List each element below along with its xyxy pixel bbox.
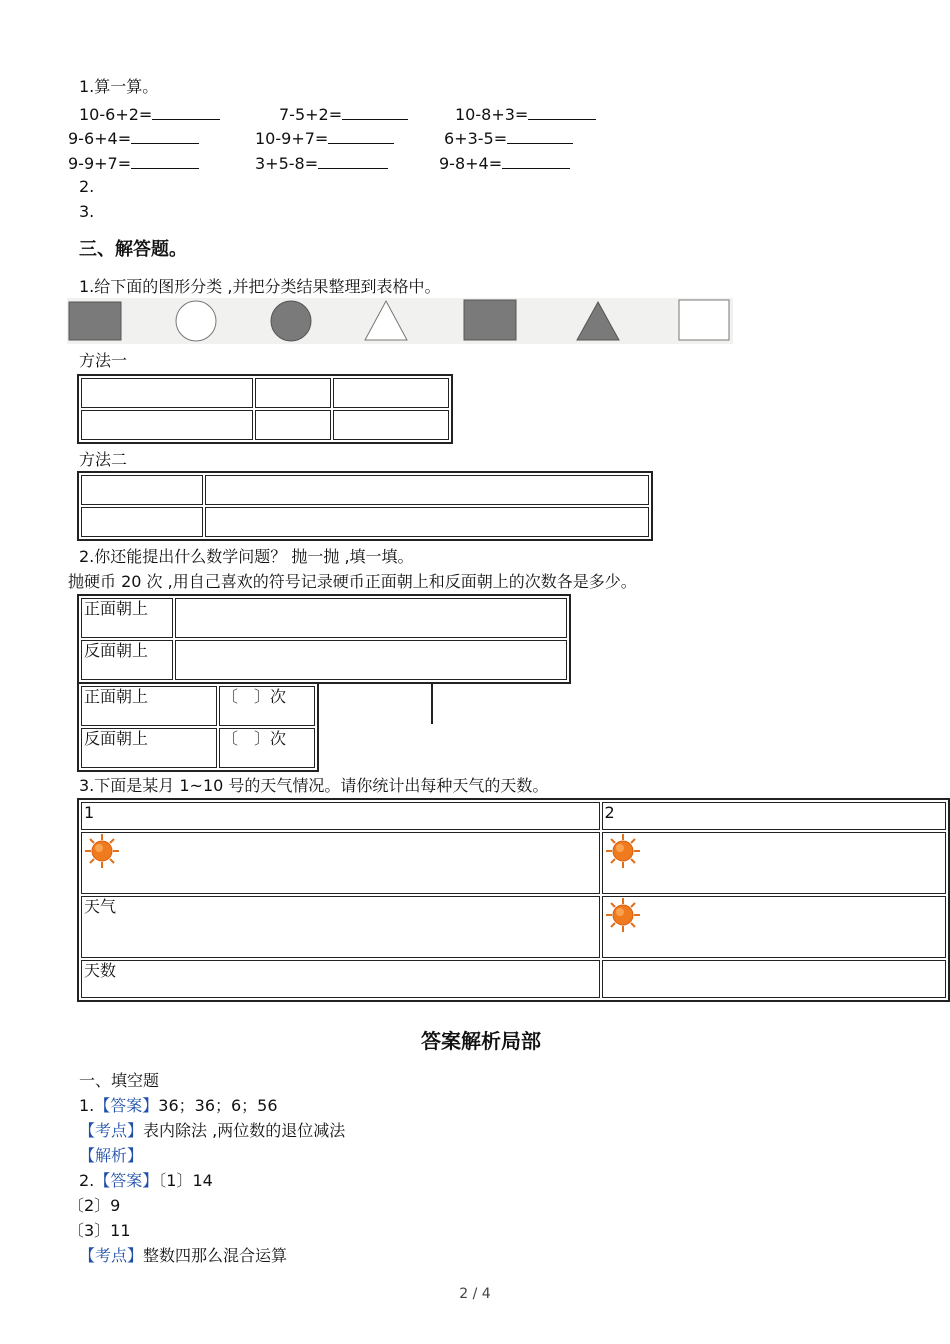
table-cell[interactable] [81, 475, 203, 505]
calc-item: 3+5-8= [255, 152, 388, 174]
days-cell[interactable] [602, 960, 946, 998]
tails-label: 反面朝上 [81, 640, 173, 680]
weather-cell [602, 896, 946, 958]
answer-2-line3: 〔3〕11 [68, 1221, 131, 1240]
table-cell[interactable] [333, 378, 449, 408]
q1-title: 1.算一算。 [79, 77, 159, 96]
method-2-table [77, 471, 653, 541]
shapes-figure [67, 298, 733, 344]
table-cell[interactable] [205, 475, 649, 505]
page-number: 2 / 4 [459, 1286, 491, 1302]
section-heading: 三、解答题。 [79, 239, 187, 260]
calc-item: 7-5+2= [279, 103, 408, 125]
q3-2-desc: 抛硬币 20 次 ,用自己喜欢的符号记录硬币正面朝上和反面朝上的次数各是多少。 [68, 572, 637, 591]
table-cell[interactable] [81, 507, 203, 537]
table-cell[interactable] [81, 378, 253, 408]
heads-label: 正面朝上 [81, 598, 173, 638]
calc-item: 9-9+7= [68, 152, 199, 174]
calc-item: 9-6+4= [68, 127, 199, 149]
item-2: 2. [79, 177, 95, 196]
weather-cell [81, 832, 600, 894]
answer-1: 1.【答案】36；36；6；56 [79, 1096, 278, 1115]
weather-row-label: 天气 [81, 896, 600, 958]
sun-icon [605, 897, 641, 933]
heads-count-cell[interactable]: 〔 〕次 [219, 686, 315, 726]
day-header: 1 [81, 802, 600, 830]
white-triangle-shape [365, 301, 407, 340]
tails-record-cell[interactable] [175, 640, 567, 680]
answer-blank[interactable] [507, 127, 573, 144]
gray-circle-shape [271, 301, 311, 341]
day-header: 2 [602, 802, 946, 830]
tails-label: 反面朝上 [81, 728, 217, 768]
answer-blank[interactable] [131, 152, 199, 169]
fill-heading: 一、填空题 [79, 1071, 160, 1090]
days-row-label: 天数 [81, 960, 600, 998]
gray-triangle-shape [577, 302, 619, 340]
white-square-shape [679, 300, 729, 340]
answer-blank[interactable] [502, 152, 570, 169]
heads-label: 正面朝上 [81, 686, 217, 726]
answer-1-kp: 【考点】表内除法 ,两位数的退位减法 [79, 1121, 346, 1140]
calc-item: 10-6+2= [79, 103, 220, 125]
answer-blank[interactable] [528, 103, 596, 120]
table-cell[interactable] [255, 378, 331, 408]
answer-blank[interactable] [131, 127, 199, 144]
table-cell[interactable] [333, 410, 449, 440]
q3-3-text: 3.下面是某月 1~10 号的天气情况。请你统计出每种天气的天数。 [79, 776, 549, 795]
table-cell[interactable] [205, 507, 649, 537]
answer-2: 2.【答案】〔1〕14 [79, 1171, 213, 1190]
answer-2-kp: 【考点】整数四那么混合运算 [79, 1246, 288, 1265]
coin-record-table [77, 594, 571, 684]
calc-item: 9-8+4= [439, 152, 570, 174]
q3-1-text: 1.给下面的图形分类 ,并把分类结果整理到表格中。 [79, 277, 441, 296]
calc-item: 10-9+7= [255, 127, 394, 149]
method-1-label: 方法一 [79, 351, 128, 370]
calc-item: 10-8+3= [455, 103, 596, 125]
weather-table [77, 798, 950, 1002]
tails-count-cell[interactable]: 〔 〕次 [219, 728, 315, 768]
table-cell[interactable] [81, 410, 253, 440]
gray-rectangle-shape [69, 302, 121, 340]
answer-blank[interactable] [152, 103, 220, 120]
method-1-table [77, 374, 453, 444]
white-circle-shape [176, 301, 216, 341]
sun-icon [84, 833, 120, 869]
answer-1-jx: 【解析】 [79, 1146, 144, 1165]
table-cell[interactable] [255, 410, 331, 440]
answer-blank[interactable] [318, 152, 388, 169]
sun-icon [605, 833, 641, 869]
coin-count-table [77, 682, 319, 772]
method-2-label: 方法二 [79, 450, 128, 469]
item-3: 3. [79, 202, 95, 221]
answer-2-line2: 〔2〕9 [68, 1196, 121, 1215]
answer-blank[interactable] [328, 127, 394, 144]
answer-blank[interactable] [342, 103, 408, 120]
shapes-strip [67, 298, 733, 344]
weather-cell [602, 832, 946, 894]
calc-item: 6+3-5= [444, 127, 573, 149]
gray-square-shape [464, 300, 516, 340]
heads-record-cell[interactable] [175, 598, 567, 638]
table-divider [431, 684, 433, 724]
q3-2-text: 2.你还能提出什么数学问题？ 抛一抛 ,填一填。 [79, 547, 414, 566]
answers-title: 答案解析局部 [421, 1029, 541, 1053]
